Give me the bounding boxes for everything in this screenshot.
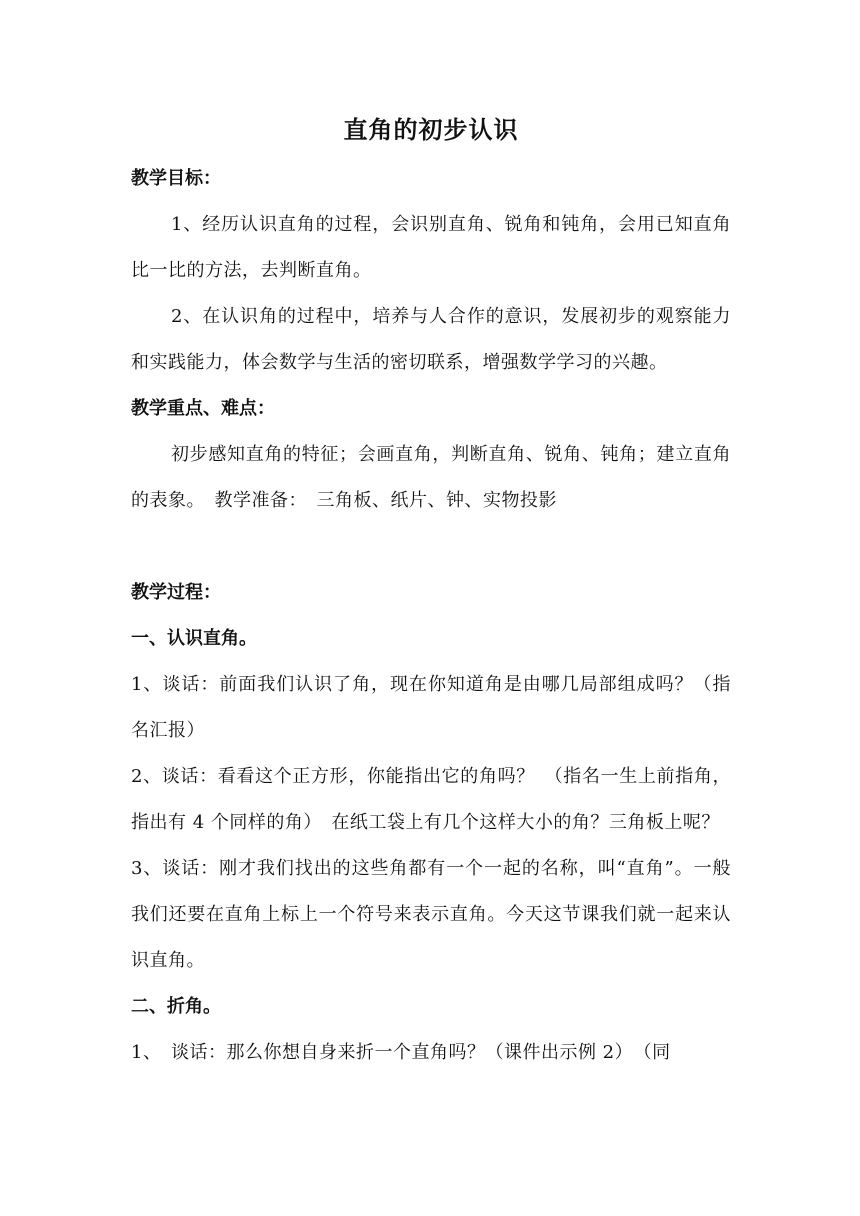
section-1-item-1: 1、谈话：前面我们认识了角，现在你知道角是由哪几局部组成吗？（指名汇报） [131,674,731,741]
document-body [131,108,731,1076]
section-1-item-3: 3、谈话：刚才我们找出的这些角都有一个一起的名称，叫“直角”。一般我们还要在直角上标上一个符号来表示直角。今天这节课我们就一起来认识直角。 [131,858,731,971]
key-points-heading: 教学重点、难点： [131,398,275,419]
section-2-heading: 二、折角。 [131,996,221,1017]
blank-line [131,524,731,570]
goal-item-1: 1、经历认识直角的过程，会识别直角、锐角和钝角，会用已知直角比一比的方法，去判断直角。 [131,214,731,281]
process-heading: 教学过程： [131,582,221,603]
document-title: 直角的初步认识 [343,116,519,144]
key-points-text: 初步感知直角的特征；会画直角，判断直角、锐角、钝角；建立直角的表象。 教学准备： 三角板、纸片、钟、实物投影 [131,444,731,511]
section-2-item-1: 1、 谈话：那么你想自身来折一个直角吗？（课件出示例 2） （同 [131,1042,671,1063]
section-1-item-2: 2、谈话：看看这个正方形，你能指出它的角吗？ （指名一生上前指角，指出有 4 个同样的角） 在纸工袋上有几个这样大小的角？三角板上呢？ [131,766,731,833]
goal-item-2: 2、在认识角的过程中，培养与人合作的意识，发展初步的观察能力和实践能力，体会数学与生活的密切联系，增强数学学习的兴趣。 [131,306,731,373]
section-1-heading: 一、认识直角。 [131,628,257,649]
goals-heading: 教学目标： [131,168,221,189]
